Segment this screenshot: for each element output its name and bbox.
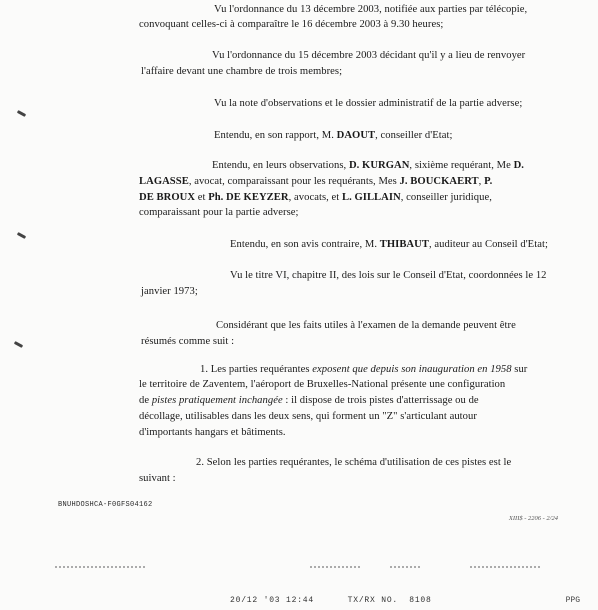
- paragraph-ordonnance-15-dec-cont: [141, 64, 342, 80]
- paragraph-observations-l3: [139, 190, 492, 206]
- paragraph-observations-l4: [139, 205, 299, 221]
- fax-footer-tag: PPG: [565, 596, 580, 605]
- margin-mark: [14, 341, 23, 348]
- text-run: sur: [511, 364, 528, 375]
- scan-noise: [390, 566, 420, 570]
- paragraph-point-1-l3: [139, 393, 479, 409]
- text-line: Considérant que les faits utiles à l'examen de la demande peuvent être: [216, 320, 516, 331]
- text-run: Entendu, en leurs observations,: [212, 160, 349, 171]
- party-name: P.: [484, 176, 493, 187]
- paragraph-considerant: [216, 318, 516, 334]
- paragraph-titre-vi: [230, 268, 547, 284]
- paragraph-point-2: [196, 455, 511, 471]
- text-line: d'importants hangars et bâtiments.: [139, 427, 286, 438]
- text-line: résumés comme suit :: [141, 336, 235, 347]
- auditor-name: THIBAUT: [379, 239, 429, 250]
- text-line: comparaissant pour la partie adverse;: [139, 207, 299, 218]
- page-reference: XIII$ - 2206 - 2/24: [508, 515, 558, 522]
- paragraph-avis-contraire: [230, 237, 548, 253]
- paragraph-point-1-l5: [139, 425, 286, 441]
- paragraph-observations-l2: [139, 174, 492, 190]
- text-run: Entendu, en son avis contraire, M.: [230, 239, 380, 250]
- text-run: 1. Les parties requérantes: [200, 364, 313, 375]
- text-line: janvier 1973;: [141, 286, 198, 297]
- paragraph-rapport: [214, 128, 452, 144]
- text-run: , auditeur au Conseil d'Etat;: [428, 239, 548, 250]
- text-run: , conseiller juridique,: [400, 192, 492, 203]
- paragraph-point-1-l2: [139, 377, 505, 393]
- paragraph-ordonnance-13-dec-cont: [139, 17, 443, 33]
- paragraph-point-2-cont: [139, 471, 176, 487]
- margin-mark: [17, 110, 26, 117]
- paragraph-point-1: [200, 362, 527, 378]
- text-line: Vu l'ordonnance du 15 décembre 2003 décidant qu'il y a lieu de renvoyer: [212, 50, 526, 61]
- text-run: , avocat, comparaissant pour les requérants, Mes: [188, 176, 400, 187]
- text-run: ,: [478, 176, 485, 187]
- paragraph-note-observations: [214, 96, 522, 112]
- text-line: 2. Selon les parties requérantes, le schéma d'utilisation de ces pistes est le: [196, 457, 512, 468]
- paragraph-observations: [212, 158, 524, 174]
- text-run-italic: exposent que depuis son inauguration en 1958: [312, 364, 512, 375]
- text-line: convoquant celles-ci à comparaître le 16 décembre 2003 à 9.30 heures;: [139, 19, 444, 30]
- margin-mark: [17, 232, 26, 239]
- party-name: LAGASSE: [139, 176, 189, 187]
- text-run: : il dispose de trois pistes d'atterrissage ou de: [282, 395, 479, 406]
- fax-identifier: BNUHDOSHCA-F0GFS04162: [58, 501, 153, 509]
- party-name: D. KURGAN: [348, 160, 410, 171]
- text-run: de: [139, 395, 152, 406]
- party-name: J. BOUCKAERT: [399, 176, 479, 187]
- party-name: D.: [513, 160, 524, 171]
- scan-noise: [470, 566, 540, 570]
- party-name: L. GILLAIN: [341, 192, 401, 203]
- paragraph-titre-vi-cont: [141, 284, 198, 300]
- text-run-italic: pistes pratiquement inchangée: [151, 395, 283, 406]
- fax-transmission-footer: 20/12 '03 12:44 TX/RX NO. 8108: [230, 596, 432, 605]
- paragraph-point-1-l4: [139, 409, 477, 425]
- text-line: décollage, utilisables dans les deux sens, qui forment un "Z" s'articulant autour: [139, 411, 477, 422]
- text-run: et: [195, 192, 209, 203]
- party-name: Ph. DE KEYZER: [208, 192, 289, 203]
- paragraph-considerant-cont: [141, 334, 234, 350]
- scan-noise: [310, 566, 360, 570]
- text-line: le territoire de Zaventem, l'aéroport de Bruxelles-National présente une configuration: [139, 379, 506, 390]
- text-run: , sixième requérant, Me: [409, 160, 514, 171]
- text-run: , conseiller d'Etat;: [375, 130, 453, 141]
- paragraph-ordonnance-15-dec: [212, 48, 525, 64]
- text-run: , avocats, et: [288, 192, 342, 203]
- paragraph-ordonnance-13-dec: [214, 2, 527, 18]
- text-line: Vu le titre VI, chapitre II, des lois sur le Conseil d'Etat, coordonnées le 12: [230, 270, 547, 281]
- text-line: Vu la note d'observations et le dossier administratif de la partie adverse;: [214, 98, 523, 109]
- party-name: DE BROUX: [139, 192, 196, 203]
- text-line: suivant :: [139, 473, 176, 484]
- scan-noise: [55, 566, 145, 570]
- text-line: l'affaire devant une chambre de trois membres;: [141, 66, 343, 77]
- rapporteur-name: DAOUT: [336, 130, 376, 141]
- text-run: Entendu, en son rapport, M.: [214, 130, 337, 141]
- text-line: Vu l'ordonnance du 13 décembre 2003, notifiée aux parties par télécopie,: [214, 4, 528, 15]
